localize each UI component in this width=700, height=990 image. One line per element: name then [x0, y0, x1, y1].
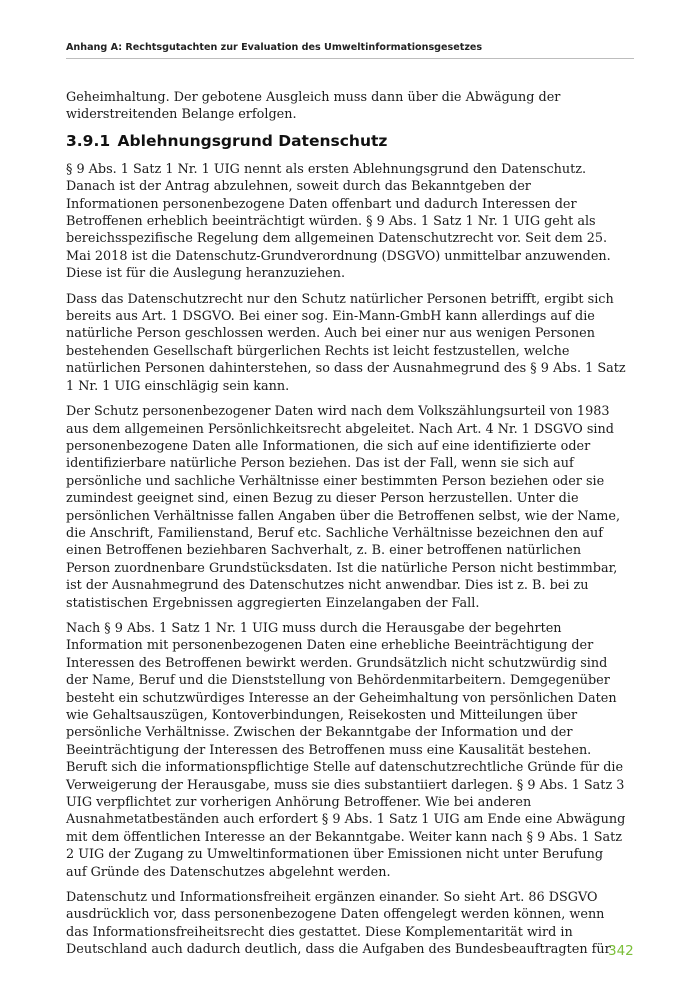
text-line: 2 UIG der Zugang zu Umweltinformationen über Emissionen nicht unter Berufung	[66, 847, 604, 863]
text-line: persönliche Verhältnisse. Zwischen der Bekanntgabe der Information und der	[66, 725, 573, 741]
text-line: Mai 2018 ist die Datenschutz-Grundverordnung (DSGVO) unmittelbar anzuwenden.	[66, 248, 611, 264]
paragraph	[66, 620, 636, 881]
text-line: aus dem allgemeinen Persönlichkeitsrecht abgeleitet. Nach Art. 4 Nr. 1 DSGVO sind	[66, 421, 614, 437]
paragraph	[66, 403, 636, 612]
text-line: die Anschrift, Familienstand, Beruf etc. Sachliche Verhältnisse bezeichnen den auf	[66, 525, 603, 541]
text-line: zumindest geeignet sind, einen Bezug zu dieser Person herzustellen. Unter die	[66, 491, 579, 507]
text-line: Betroffenen erheblich beeinträchtigt würden. § 9 Abs. 1 Satz 1 Nr. 1 UIG geht als	[66, 214, 596, 230]
running-header: Anhang A: Rechtsgutachten zur Evaluation des Umweltinformationsgesetzes	[66, 42, 483, 53]
text-line: identifizierbare natürliche Person beziehen. Das ist der Fall, wenn sie sich auf	[66, 456, 574, 472]
text-line: wie Gehaltsauszügen, Kontoverbindungen, Reisekosten und Mitteilungen über	[66, 708, 578, 723]
text-line: Danach ist der Antrag abzulehnen, soweit durch das Bekanntgeben der	[66, 179, 531, 195]
text-line: einen Betroffenen beziehbaren Sachverhalt, z. B. einer betroffenen natürlichen	[66, 543, 582, 559]
text-line: auf Gründe des Datenschutzes abgelehnt werden.	[66, 864, 391, 880]
text-line: persönlichen Verhältnisse fallen Angaben über die Betroffenen selbst, wie der Name,	[66, 508, 621, 524]
text-line: mit dem öffentlichen Interesse an der Bekanntgabe. Weiter kann nach § 9 Abs. 1 Satz	[66, 829, 622, 845]
paragraph	[66, 291, 636, 395]
text-line: bereits aus Art. 1 DSGVO. Bei einer sog. Ein-Mann-GmbH kann allerdings auf die	[66, 309, 595, 325]
paragraph	[66, 161, 636, 283]
text-line: § 9 Abs. 1 Satz 1 Nr. 1 UIG nennt als ersten Ablehnungsgrund den Datenschutz.	[66, 161, 587, 177]
text-line: Nach § 9 Abs. 1 Satz 1 Nr. 1 UIG muss durch die Herausgabe der begehrten	[66, 620, 562, 636]
text-line: persönliche und sachliche Verhältnisse einer bestimmten Person beziehen oder sie	[66, 473, 605, 489]
text-line: Beeinträchtigung der Interessen des Betroffenen muss eine Kausalität bestehen.	[66, 742, 592, 758]
text-line: Der Schutz personenbezogener Daten wird nach dem Volkszählungsurteil von 1983	[66, 404, 610, 420]
text-line: Geheimhaltung. Der gebotene Ausgleich muss dann über die Abwägung der	[66, 90, 561, 105]
text-line: bereichsspezifische Regelung dem allgemeinen Datenschutzrecht vor. Seit dem 25.	[66, 231, 608, 247]
text-line: Interessen des Betroffenen bewirkt werden. Grundsätzlich nicht schutzwürdig sind	[66, 655, 608, 671]
text-line: statistischen Ergebnissen aggregierten Einzelangaben der Fall.	[66, 595, 480, 611]
text-line: Dass das Datenschutzrecht nur den Schutz natürlicher Personen betrifft, ergibt sich	[66, 291, 614, 307]
text-line: Beruft sich die informationspflichtige Stelle auf datenschutzrechtliche Gründe für die	[66, 760, 624, 776]
text-line: das Informationsfreiheitsrecht dies gestattet. Diese Komplementarität wird in	[66, 924, 573, 940]
text-line: Verweigerung der Herausgabe, muss sie dies substantiiert darlegen. § 9 Abs. 1 Satz 3	[66, 777, 625, 793]
text-line: personenbezogene Daten alle Informationen, die sich auf eine identifizierte oder	[66, 438, 591, 454]
text-line: natürlichen Personen dahinterstehen, so dass der Ausnahmegrund des § 9 Abs. 1 Satz	[66, 361, 626, 377]
text-line: widerstreitenden Belange erfolgen.	[66, 107, 297, 123]
text-line: UIG verpflichtet zur vorherigen Anhörung Betroffener. Wie bei anderen	[66, 795, 532, 811]
text-line: Information mit personenbezogenen Daten eine erhebliche Beeinträchtigung der	[66, 638, 594, 654]
text-line: Ausnahmetatbeständen auch erfordert § 9 Abs. 1 Satz 1 UIG am Ende eine Abwägung	[66, 812, 626, 828]
text-line: ausdrücklich vor, dass personenbezogene Daten offengelegt werden können, wenn	[66, 907, 605, 923]
section-heading	[66, 132, 636, 151]
text-line: Diese ist für die Auslegung heranzuziehen.	[66, 266, 346, 282]
text-line: Deutschland auch dadurch deutlich, dass die Aufgaben des Bundesbeauftragten für	[66, 942, 611, 958]
text-line: Datenschutz und Informationsfreiheit ergänzen einander. So sieht Art. 86 DSGVO	[66, 890, 598, 906]
text-line: Informationen personenbezogene Daten offenbart und dadurch Interessen der	[66, 196, 577, 212]
text-line: bestehenden Gesellschaft bürgerlichen Rechts ist leicht festzustellen, welche	[66, 343, 570, 359]
text-line: 1 Nr. 1 UIG einschlägig sein kann.	[66, 378, 290, 394]
text-line: besteht ein schutzwürdiges Interesse an der Geheimhaltung von persönlichen Daten	[66, 690, 617, 706]
header-divider	[66, 58, 634, 59]
text-line: Person zuordnenbare Grundstücksdaten. Ist die natürliche Person nicht bestimmbar,	[66, 560, 618, 576]
page-number: 342	[608, 943, 634, 959]
text-line: natürliche Person geschlossen werden. Auch bei einer nur aus wenigen Personen	[66, 326, 595, 342]
paragraph	[66, 889, 636, 959]
intro-paragraph	[66, 89, 636, 124]
section-title: Ablehnungsgrund Datenschutz	[117, 131, 388, 150]
text-line: der Name, Beruf und die Dienststellung von Behördenmitarbeitern. Demgegenüber	[66, 673, 610, 689]
section-number: 3.9.1	[66, 131, 111, 150]
body-content	[66, 89, 636, 967]
text-line: ist der Ausnahmegrund des Datenschutzes nicht anwendbar. Dies ist z. B. bei zu	[66, 578, 589, 594]
